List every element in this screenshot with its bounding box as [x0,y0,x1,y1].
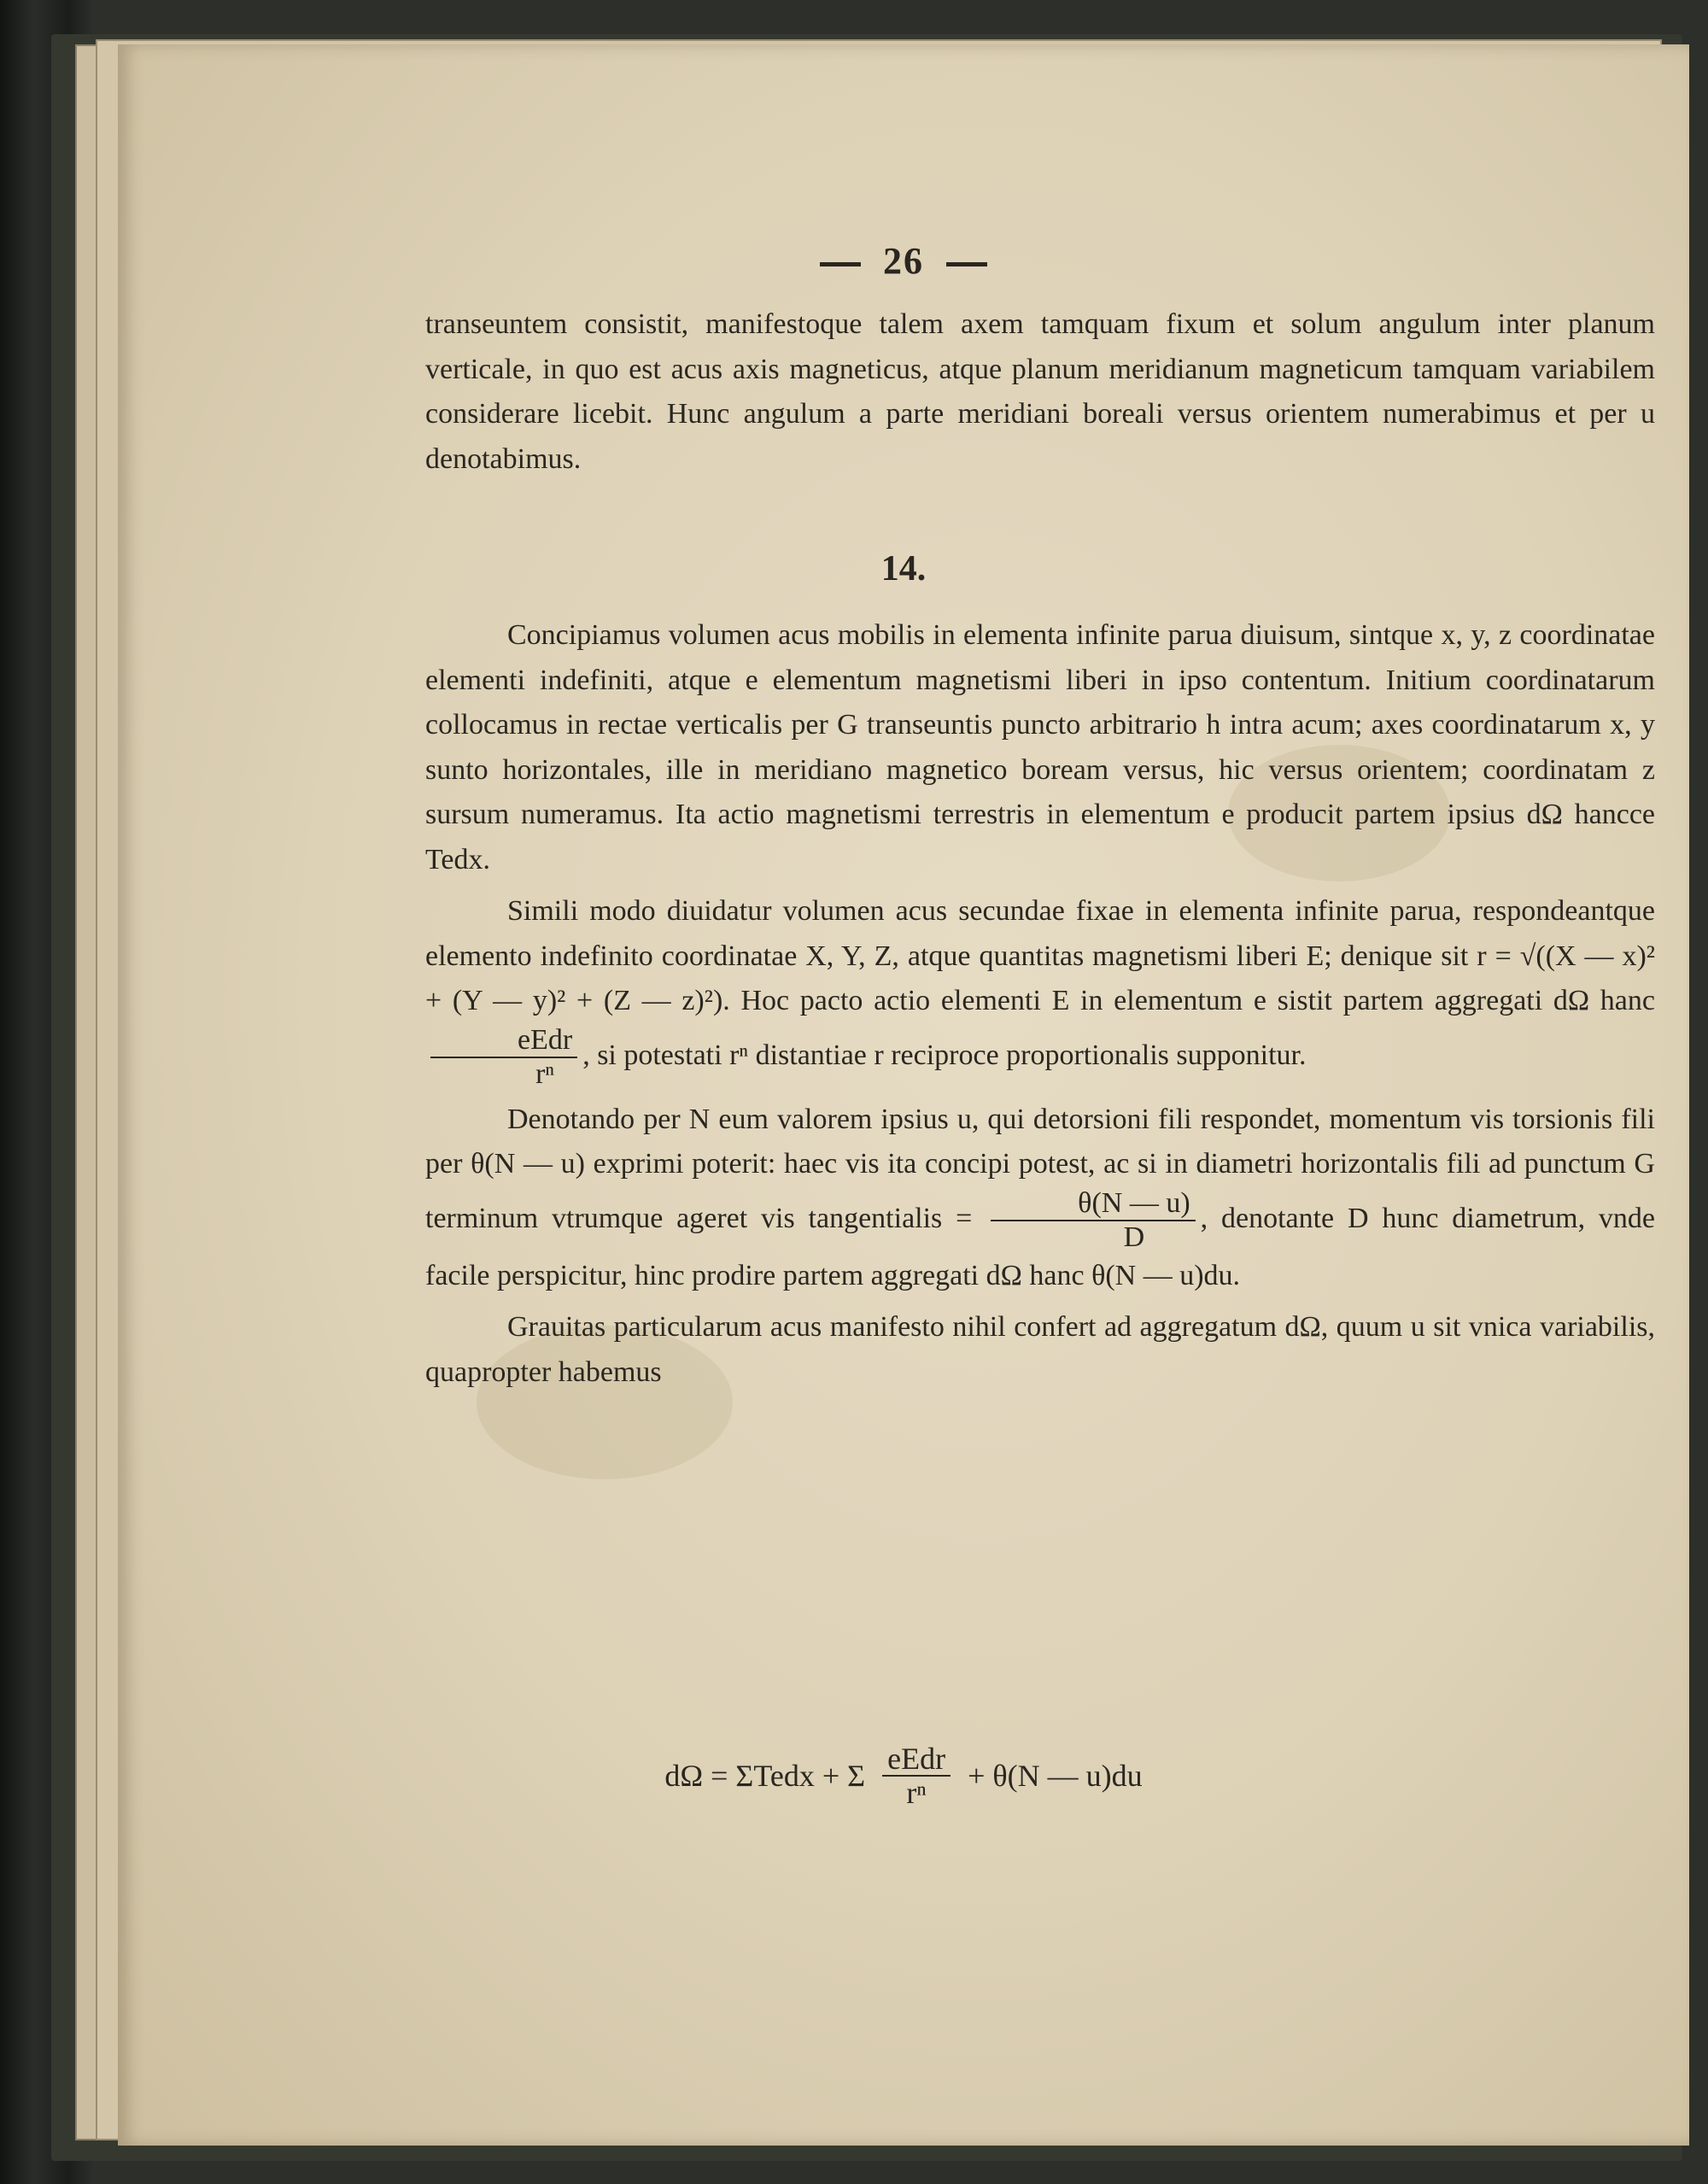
equation-fraction [882,1742,951,1809]
equation-lhs: dΩ = ΣTedx + Σ [664,1759,866,1793]
fraction-numerator: eEdr [430,1024,577,1058]
display-equation [118,1742,1689,1809]
paragraph-3-text-a: Simili modo diuidatur volumen acus secundae fixae in elementa infinite parua, respondeantque elemento indefinito coordinatae X, Y, Z, atque quantitas magnetismi liberi E; denique sit r = √((X — x)² + (Y — y)² + (Z — z)²). Hoc pacto actio elementi E in elementum e sistit partem aggregati dΩ hanc [425,895,1655,1016]
fraction-eEdr-over-rn [430,1024,577,1091]
fraction-theta-over-D [991,1187,1195,1254]
paragraph-3-text-b: , si potestati rⁿ distantiae r reciproce proportionalis supponitur. [582,1039,1307,1071]
paragraph-4-text-a: Denotando per N eum valorem ipsius u, qui detorsioni fili respondet, momentum vis torsionis fili per θ(N — u) exprimi poterit: haec vis ita concipi potest, ac si in diametri horizontalis fili ad punctum G terminum vtrumque ageret vis tangentialis = [425,1103,1655,1234]
header-dash-left [820,262,861,266]
paragraph-5: Grauitas particularum acus manifesto nihil confert ad aggregatum dΩ, quum u sit vnica variabilis, quapropter habemus [425,1311,1655,1388]
page-number: 26 [883,240,924,282]
equation-rhs: + θ(N — u)du [968,1759,1143,1793]
text-block-top [425,302,1655,482]
page-header [118,239,1689,283]
fraction-denominator: D [1123,1221,1145,1253]
equation-fraction-numerator: eEdr [882,1742,951,1777]
fraction-numerator: θ(N — u) [991,1187,1195,1221]
book-page [118,44,1689,2146]
fraction-denominator: rⁿ [535,1057,555,1090]
paragraph-4-text-b: , denotante D hunc diametrum, vnde facile perspicitur, hinc prodire partem aggregati dΩ hanc θ(N — u)du. [425,1202,1655,1291]
equation-fraction-denominator: rⁿ [906,1776,927,1810]
paragraph-3 [425,889,1655,1091]
text-block-main [425,613,1655,1395]
section-number: 14. [880,549,927,588]
header-dash-right [946,262,987,266]
paragraph-2: Concipiamus volumen acus mobilis in elementa infinite parua diuisum, sintque x, y, z coordinatae elementi indefiniti, atque e elementum magnetismi liberi in ipso contentum. Initium coordinatarum collocamus in rectae verticalis per G transeuntis puncto arbitrario h intra acum; axes coordinatarum x, y sunto horizontales, ille in meridiano magnetico boream versus, hic versus orientem; coordinatam z sursum numeramus. Ita actio magnetismi terrestris in elementum e producit partem ipsius dΩ hancce Tedx. [425,619,1655,875]
paragraph-1: transeuntem consistit, manifestoque talem axem tamquam fixum et solum angulum inter planum verticale, in quo est acus axis magneticus, atque planum meridianum magneticum tamquam variabilem considerare licebit. Hunc angulum a parte meridiani boreali versus orientem numerabimus et per u denotabimus. [425,308,1655,475]
paragraph-4 [425,1098,1655,1299]
